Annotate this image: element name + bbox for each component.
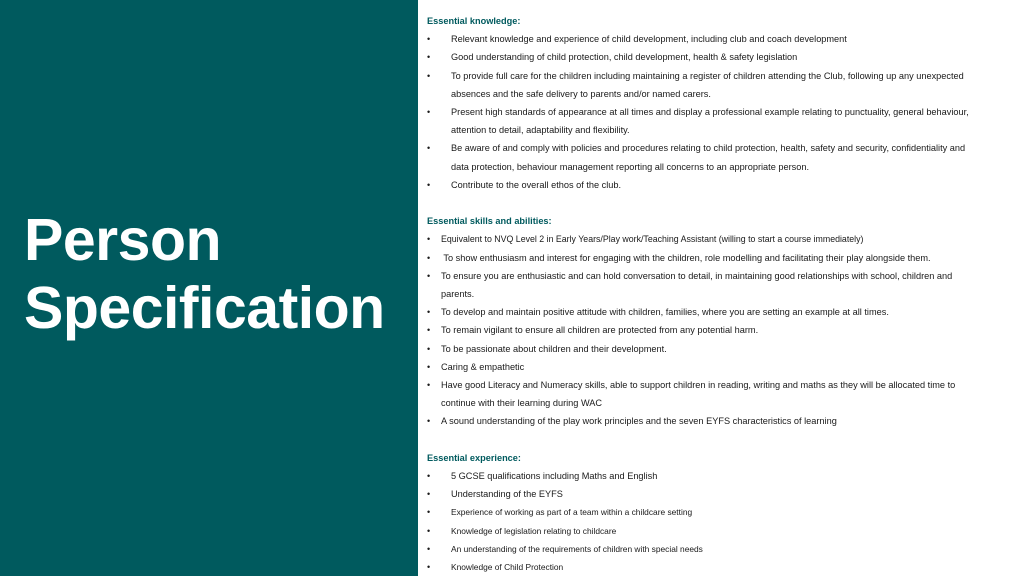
knowledge-list	[427, 30, 1020, 194]
list-item	[427, 48, 1020, 66]
bullet: •	[427, 107, 431, 117]
list-item-text: Contribute to the overall ethos of the club.	[451, 179, 622, 190]
list-item	[427, 358, 1020, 376]
list-item-continuation: parents.	[441, 289, 475, 299]
list-item	[427, 522, 1020, 540]
list-item	[427, 303, 1020, 321]
list-item-text: To provide full care for the children including maintaining a register of children attending the Club, following up any unexpected	[451, 70, 964, 81]
list-item-text: To be passionate about children and their development.	[441, 343, 667, 354]
bullet: •	[427, 143, 431, 154]
page-title-line-1: Person	[24, 207, 222, 273]
list-item	[427, 376, 1020, 412]
list-item	[427, 230, 1020, 248]
list-item	[427, 558, 1020, 576]
bullet: •	[427, 489, 431, 500]
list-item-continuation: data protection, behaviour management reporting all concerns to an appropriate person.	[451, 161, 810, 172]
bullet: •	[427, 543, 431, 554]
bullet: •	[427, 525, 431, 536]
list-item-continuation: attention to detail, adaptability and flexibility.	[451, 125, 630, 136]
list-item	[427, 267, 1020, 303]
list-item-text: To develop and maintain positive attitude with children, families, where you are setting an example at all times.	[441, 307, 889, 318]
list-item	[427, 176, 1020, 194]
bullet: •	[427, 34, 431, 45]
experience-list	[427, 467, 1020, 576]
list-item-text: Have good Literacy and Numeracy skills, able to support children in reading, writing and maths as they will be allocated time to	[441, 380, 956, 391]
list-item	[427, 412, 1020, 430]
list-item	[427, 540, 1020, 558]
list-item	[427, 139, 1020, 175]
list-item	[427, 503, 1020, 521]
bullet: •	[427, 252, 431, 263]
list-item	[427, 467, 1020, 485]
list-item-text: Experience of working as part of a team within a childcare setting	[451, 507, 693, 518]
bullet: •	[427, 507, 431, 518]
list-item-text: To ensure you are enthusiastic and can hold conversation to detail, in maintaining good relationships with school, children and	[441, 270, 953, 281]
specification-content	[427, 12, 1020, 576]
bullet: •	[427, 343, 431, 354]
bullet: •	[427, 179, 431, 190]
bullet: •	[427, 270, 431, 281]
list-item-text: Caring & empathetic	[441, 361, 525, 372]
section-spacer	[427, 431, 1020, 449]
list-item	[427, 103, 1020, 139]
list-item-text: Relevant knowledge and experience of child development, including club and coach development	[451, 34, 847, 45]
list-item	[427, 67, 1020, 103]
list-item-text: To remain vigilant to ensure all children are protected from any potential harm.	[441, 325, 759, 336]
bullet: •	[427, 361, 431, 372]
list-item	[427, 340, 1020, 358]
bullet: •	[427, 416, 431, 427]
list-item-text: Knowledge of legislation relating to childcare	[451, 525, 617, 536]
skills-list	[427, 230, 1020, 430]
list-item-text: A sound understanding of the play work principles and the seven EYFS characteristics of learning	[441, 416, 837, 427]
list-item-continuation: continue with their learning during WAC	[441, 398, 603, 409]
list-item-text: To show enthusiasm and interest for engaging with the children, role modelling and facilitating their play alongside them.	[441, 252, 931, 263]
list-item-text: Equivalent to NVQ Level 2 in Early Years/Play work/Teaching Assistant (willing to start a course immediately)	[441, 234, 864, 245]
list-item-text: Good understanding of child protection, child development, health & safety legislation	[451, 52, 798, 63]
list-item-continuation: absences and the safe delivery to parents and/or named carers.	[451, 88, 711, 99]
bullet: •	[427, 325, 431, 336]
list-item	[427, 485, 1020, 503]
title-panel	[0, 0, 418, 576]
page-title-line-2: Specification	[24, 275, 385, 341]
bullet: •	[427, 307, 431, 318]
list-item	[427, 321, 1020, 339]
list-item-text: Understanding of the EYFS	[451, 489, 563, 500]
list-item	[427, 249, 1020, 267]
list-item-text: An understanding of the requirements of children with special needs	[451, 543, 703, 554]
bullet: •	[427, 380, 431, 391]
list-item-text: Present high standards of appearance at all times and display a professional example relating to punctuality, general behaviour,	[451, 107, 969, 117]
list-item	[427, 30, 1020, 48]
list-item-text: Be aware of and comply with policies and procedures relating to child protection, health, safety and security, confidentiality and	[451, 143, 966, 154]
list-item-text: 5 GCSE qualifications including Maths and English	[451, 471, 658, 481]
bullet: •	[427, 562, 431, 573]
skills-heading: Essential skills and abilities:	[427, 216, 552, 227]
bullet: •	[427, 234, 431, 245]
page-title	[24, 206, 385, 342]
bullet: •	[427, 471, 431, 481]
section-spacer	[427, 194, 1020, 212]
bullet: •	[427, 70, 431, 81]
bullet: •	[427, 52, 431, 63]
list-item-text: Knowledge of Child Protection	[451, 562, 564, 573]
experience-heading: Essential experience:	[427, 452, 521, 463]
knowledge-heading: Essential knowledge:	[427, 16, 521, 26]
